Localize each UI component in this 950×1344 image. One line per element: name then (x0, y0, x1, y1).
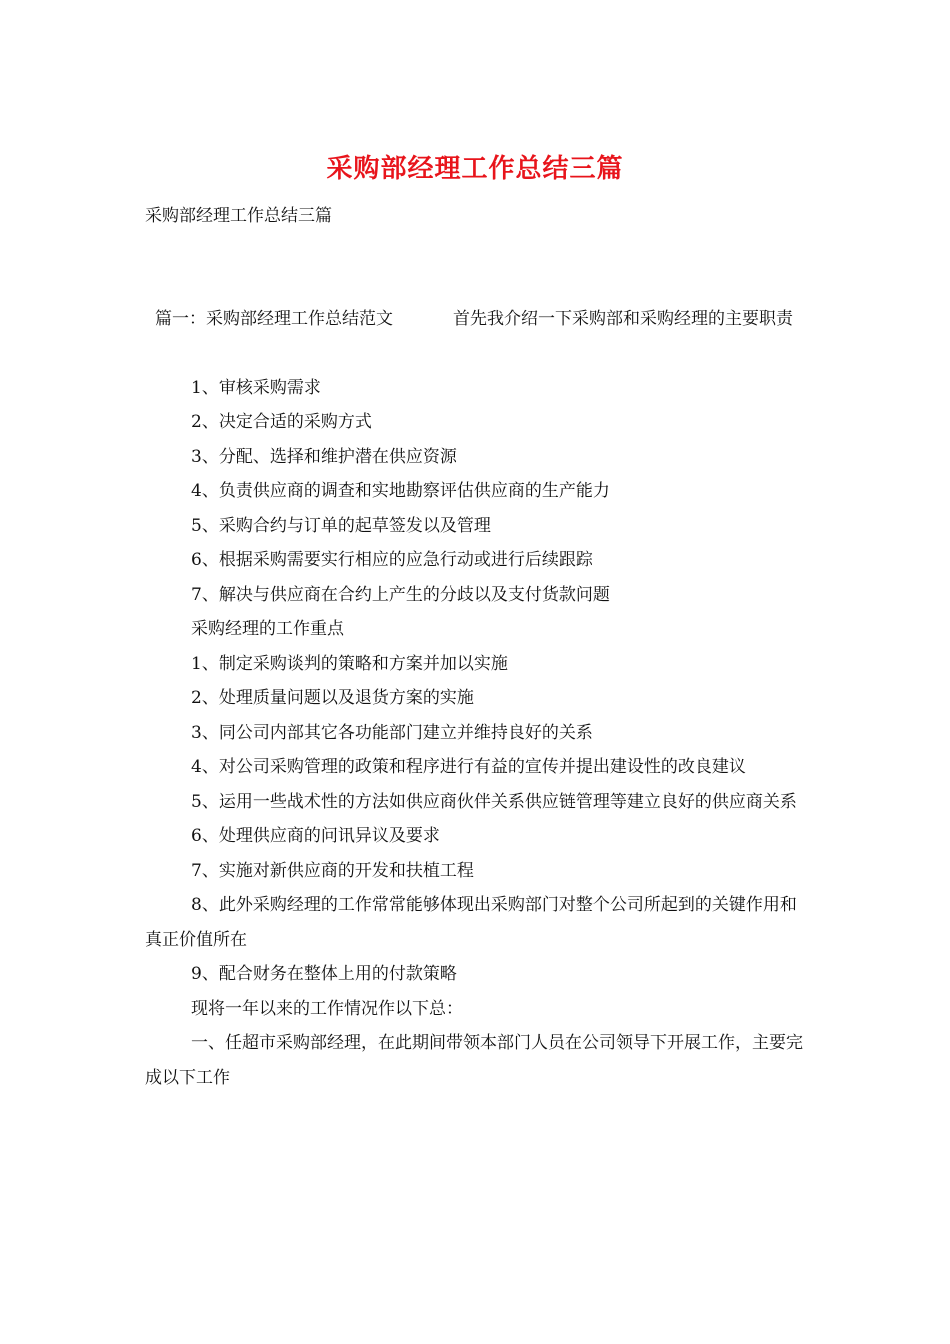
paragraph: 6、处理供应商的问讯异议及要求 (191, 826, 440, 846)
paragraph: 4、负责供应商的调查和实地勘察评估供应商的生产能力 (191, 481, 610, 501)
paragraph: 2、决定合适的采购方式 (191, 412, 372, 432)
paragraph: 3、同公司内部其它各功能部门建立并维持良好的关系 (191, 722, 593, 743)
paragraph: 1、制定采购谈判的策略和方案并加以实施 (191, 653, 508, 674)
paragraph: 7、实施对新供应商的开发和扶植工程 (191, 860, 474, 881)
paragraph: 一、任超市采购部经理，在此期间带领本部门人员在公司领导下开展工作，主要完成以下工作 (145, 1033, 803, 1088)
intro-paragraph (145, 302, 805, 337)
document-body (145, 302, 805, 1095)
document-title: 采购部经理工作总结三篇 (326, 154, 624, 184)
section-heading: 采购经理的工作重点 (191, 619, 344, 639)
paragraph: 7、解决与供应商在合约上产生的分歧以及支付货款问题 (191, 584, 610, 605)
paragraph: 1、审核采购需求 (191, 377, 321, 398)
paragraph: 5、运用一些战术性的方法如供应商伙伴关系供应链管理等建立良好的供应商关系 (191, 791, 797, 812)
intro-text: 首先我介绍一下采购部和采购经理的主要职责 (453, 309, 793, 329)
intro-heading: 篇一：采购部经理工作总结范文 (155, 309, 393, 329)
paragraph: 5、采购合约与订单的起草签发以及管理 (191, 515, 491, 536)
paragraph: 3、分配、选择和维护潜在供应资源 (191, 446, 457, 467)
paragraph: 2、处理质量问题以及退货方案的实施 (191, 688, 474, 708)
paragraph: 4、对公司采购管理的政策和程序进行有益的宣传并提出建设性的改良建议 (191, 757, 746, 777)
paragraph: 现将一年以来的工作情况作以下总： (191, 998, 463, 1019)
paragraph: 9、配合财务在整体上用的付款策略 (191, 964, 457, 984)
paragraph: 8、此外采购经理的工作常常能够体现出采购部门对整个公司所起到的关键作用和真正价值所在 (145, 895, 797, 950)
document-subtitle: 采购部经理工作总结三篇 (145, 206, 332, 226)
paragraph: 6、根据采购需要实行相应的应急行动或进行后续跟踪 (191, 550, 593, 570)
